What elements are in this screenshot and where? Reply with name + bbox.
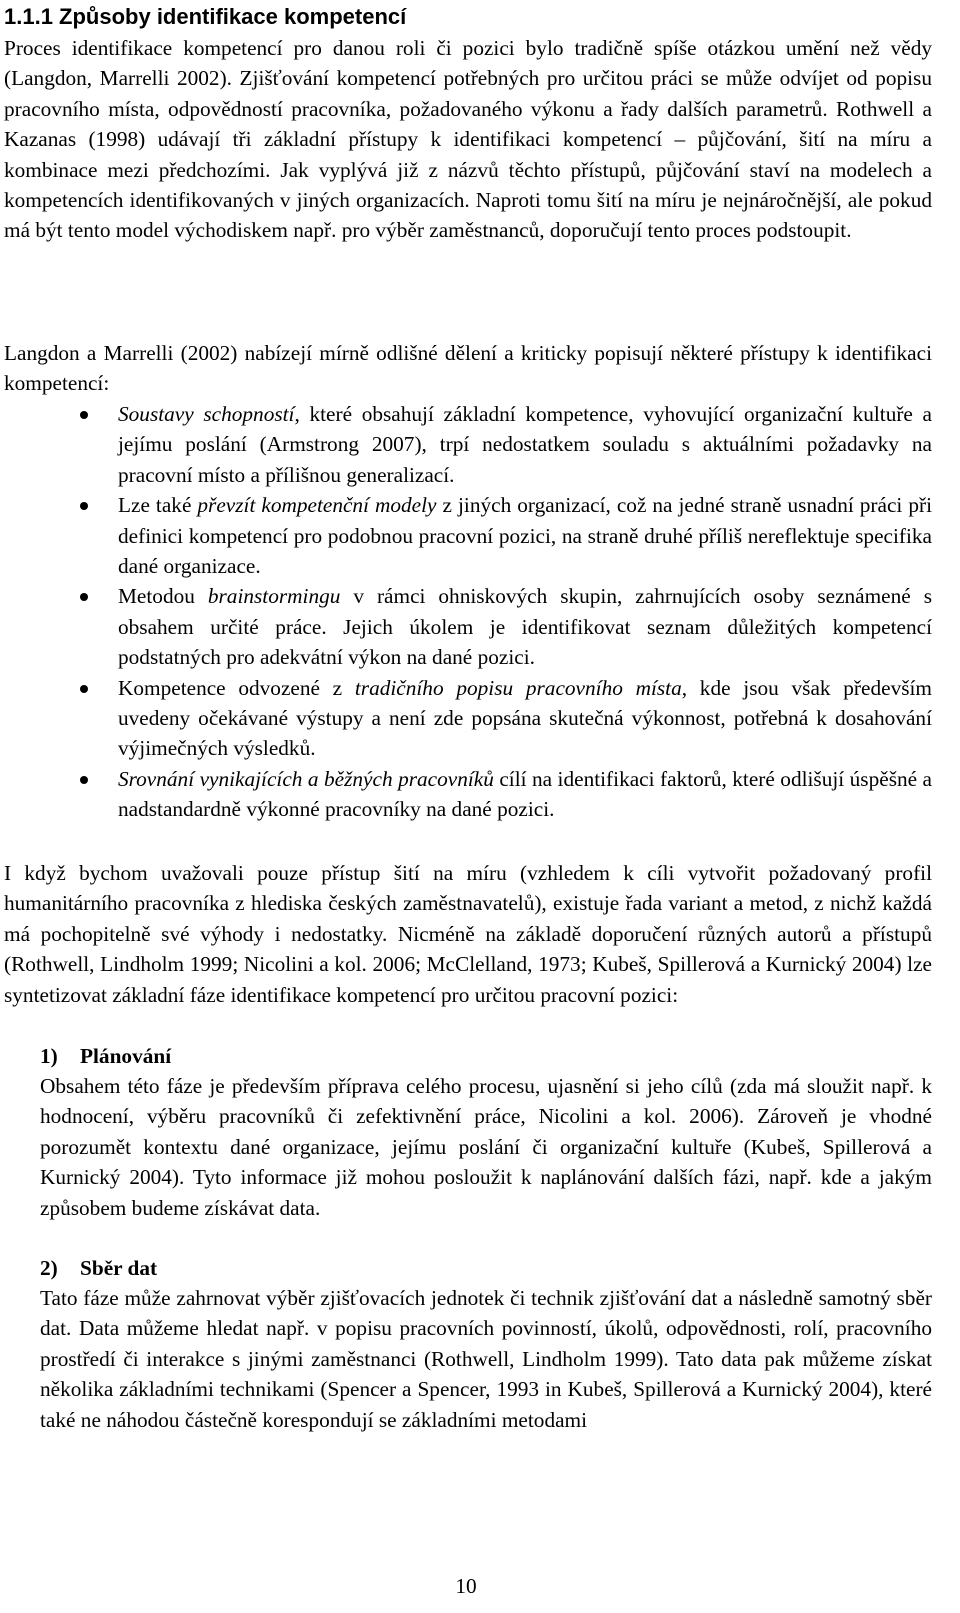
bullet-icon: [80, 411, 88, 419]
list-item-text: , které obsahují základní kompetence, vyhovující organizační kultuře a jejímu poslání (Armstrong 2007), trpí nedostatkem souladu s aktuálními požadavky na pracovní místo a přílišnou generalizací.: [118, 402, 933, 487]
phase-number: 2): [40, 1256, 58, 1280]
list-item: [0, 490, 932, 581]
intro-paragraph: Proces identifikace kompetencí pro danou roli či pozici bylo tradičně spíše otázkou umění než vědy (Langdon, Marrelli 2002). Zjišťování kompetencí potřebných pro určitou práci se může odvíjet od popisu pracovního místa, odpovědností pracovníka, požadovaného výkonu a řady dalších parametrů. Rothwell a Kazanas (1998) udávají tři základní přístupy k identifikaci kompetencí – půjčování, šití na míru a kombinace mezi předchozími. Jak vyplývá již z názvů těchto přístupů, půjčování staví na modelech a kompetencích identifikovaných v jiných organizacích. Naproti tomu šití na míru je nejnáročnější, ale pokud má být tento model východiskem např. pro výběr zaměstnanců, doporučují tento proces podstoupit.: [4, 36, 932, 243]
bullet-icon: [80, 593, 88, 601]
phase-heading-data-collection: [40, 1253, 157, 1283]
list-item-lead: Metodou: [118, 584, 208, 609]
phase-title: Sběr dat: [80, 1256, 158, 1280]
bullet-icon: [80, 776, 88, 784]
bullet-icon: [80, 502, 88, 510]
list-item-term: převzít kompetenční modely: [197, 493, 437, 518]
list-item-term: Soustavy schopností: [118, 402, 295, 426]
phase-number: 1): [40, 1044, 58, 1068]
approaches-intro-paragraph: Langdon a Marrelli (2002) nabízejí mírně odlišné dělení a kriticky popisují některé přístupy k identifikaci kompetencí:: [4, 341, 932, 396]
phase-title: Plánování: [80, 1044, 172, 1068]
synthesis-paragraph: I když bychom uvažovali pouze přístup šití na míru (vzhledem k cíli vytvořit požadovaný profil humanitárního pracovníka z hlediska českých zaměstnavatelů), existuje řada variant a metod, z nichž každá má pochopitelně své výhody i nedostatky. Nicméně na základě doporučení různých autorů a přístupů (Rothwell, Lindholm 1999; Nicolini a kol. 2006; McClelland, 1973; Kubeš, Spillerová a Kurnický 2004) lze syntetizovat základní fáze identifikace kompetencí pro určitou pracovní pozici:: [4, 861, 932, 1007]
list-item: [0, 399, 932, 490]
approaches-list: [0, 399, 932, 825]
phase-text-data-collection: Tato fáze může zahrnovat výběr zjišťovacích jednotek či technik zjišťování dat a následně samotný sběr dat. Data můžeme hledat např. v popisu pracovních povinností, úkolů, odpovědnosti, rolí, pracovního prostředí či interakce s jinými zaměstnanci (Rothwell, Lindholm 1999). Tato data pak můžeme získat několika základními technikami (Spencer a Spencer, 1993 in Kubeš, Spillerová a Kurnický 2004), které také ne náhodou částečně korespondují se základními metodami: [40, 1286, 932, 1432]
list-item-lead: Kompetence odvozené z: [118, 675, 355, 700]
list-item-lead: Lze také: [118, 493, 198, 518]
list-item: [0, 764, 932, 825]
bullet-icon: [80, 685, 88, 693]
list-item: [0, 673, 932, 764]
phase-heading-planning: [40, 1041, 171, 1071]
list-item-text: v rámci ohniskových skupin, zahrnujících osoby seznámené s obsahem určité práce. Jejich úkolem je identifikovat seznam důležitých kompetencí podstatných pro adekvátní výkon na dané pozici.: [118, 584, 932, 670]
list-item-term: tradičního popisu pracovního místa: [354, 675, 682, 700]
phase-text-planning: Obsahem této fáze je především příprava celého procesu, ujasnění si jeho cílů (zda má sloužit např. k hodnocení, výběru pracovníků či zefektivnění práce, Nicolini a kol. 2006). Zároveň je vhodné porozumět kontextu dané organizace, jejímu poslání či organizační kultuře (Kubeš, Spillerová a Kurnický 2004). Tyto informace již mohou posloužit k naplánování dalších fázi, např. kde a jakým způsobem budeme získávat data.: [40, 1074, 932, 1220]
list-item-text: z jiných organizací, což na jedné straně usnadní práci při definici kompetencí pro podobnou pracovní pozici, na straně druhé příliš nereflektuje specifika dané organizace.: [118, 493, 932, 579]
list-item-term: brainstormingu: [207, 584, 341, 609]
list-item: [0, 581, 932, 672]
section-heading: 1.1.1 Způsoby identifikace kompetencí: [4, 4, 407, 29]
list-item-term: Srovnání vynikajících a běžných pracovníků: [118, 766, 494, 791]
list-item-text: , kde jsou však především uvedeny očekávané výstupy a není zde popsána skutečná výkonnost, potřebná k dosahování výjimečných výsledků.: [118, 675, 932, 761]
page-number: 10: [455, 1574, 477, 1598]
list-item-text: cílí na identifikaci faktorů, které odlišují úspěšné a nadstandardně výkonné pracovníky na dané pozici.: [118, 766, 933, 822]
